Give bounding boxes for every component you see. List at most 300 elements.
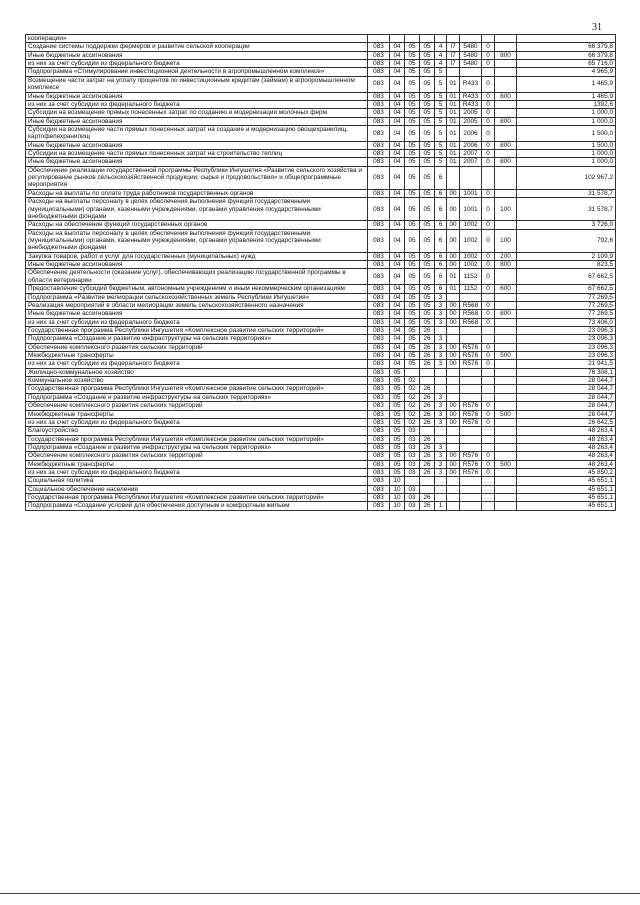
section-code: 04 [390,76,405,92]
program-code: 05 [420,158,435,166]
section-code: 04 [390,150,405,158]
subsection-code: 03 [405,460,420,468]
ministry-code: 083 [368,352,390,360]
row-amount: 3 726,0 [517,221,616,229]
direction-code [460,335,482,343]
ministry-code: 083 [368,443,390,451]
ministry-code: 083 [368,301,390,309]
table-row [26,150,616,158]
program-code: 05 [420,198,435,221]
section-code: 04 [390,68,405,76]
expense-type-code [495,385,517,393]
expense-type-code [495,402,517,410]
row-name: Предоставление субсидий бюджетным, автономным учреждениям и иным некоммерческим организациям [26,285,368,293]
table-row [26,166,616,189]
ministry-code: 083 [368,377,390,385]
expense-type-code [495,469,517,477]
program-code: 05 [420,301,435,309]
ministry-code: 083 [368,60,390,68]
expense-type-code [495,418,517,426]
program-code: 26 [420,418,435,426]
row-amount: 1 000,0 [517,158,616,166]
program-code: 05 [420,68,435,76]
ministry-code: 083 [368,189,390,197]
row-name: Государственная программа Республики Ингушетия «Комплексное развитие сельских территорий» [26,494,368,502]
row-name: Обеспечение комплексного развития сельских территорий [26,343,368,351]
section-code: 04 [390,51,405,59]
expense-type-code: 500 [495,410,517,418]
section-code: 05 [390,402,405,410]
subsection-code: 02 [405,402,420,410]
row-name: Создание системы поддержки фермеров и развитие сельской кооперации [26,43,368,51]
table-row [26,43,616,51]
subprogram-code: 6 [435,261,447,269]
row-amount: 45 651,1 [517,502,616,510]
subprogram-code: 3 [435,293,447,301]
section-code: 04 [390,360,405,368]
expense-type-code [495,335,517,343]
extra-code: 0 [482,60,495,68]
program-code: 26 [420,469,435,477]
table-row [26,301,616,309]
subprogram-code [435,427,447,435]
row-amount: 21 941,5 [517,360,616,368]
section-code: 04 [390,269,405,285]
expense-type-code: 800 [495,51,517,59]
event-code: 01 [447,76,460,92]
extra-code: 0 [482,125,495,141]
table-row [26,502,616,510]
row-amount: 48 263,4 [517,427,616,435]
program-code: 05 [420,189,435,197]
table-row [26,410,616,418]
program-code: 26 [420,385,435,393]
event-code: 00 [447,252,460,260]
subsection-code: 05 [405,76,420,92]
ministry-code: 083 [368,158,390,166]
subprogram-code: 6 [435,252,447,260]
extra-code [482,393,495,401]
row-name: Расходы на выплаты по оплате труда работников государственных органов [26,189,368,197]
event-code: 01 [447,100,460,108]
event-code [447,502,460,510]
event-code: 00 [447,402,460,410]
page-bottom-rule [0,893,640,894]
extra-code [482,166,495,189]
event-code [447,393,460,401]
row-amount: 102 967,2 [517,166,616,189]
subsection-code: 02 [405,418,420,426]
section-code: 04 [390,352,405,360]
program-code: 26 [420,435,435,443]
extra-code: 0 [482,141,495,149]
program-code [420,377,435,385]
section-code: 04 [390,117,405,125]
row-amount: 23 096,3 [517,326,616,334]
program-code: 05 [420,117,435,125]
section-code: 04 [390,141,405,149]
extra-code [482,494,495,502]
table-row [26,418,616,426]
direction-code: 1002 [460,229,482,252]
ministry-code: 083 [368,335,390,343]
extra-code: 0 [482,100,495,108]
program-code: 26 [420,393,435,401]
row-amount: 1 000,0 [517,150,616,158]
ministry-code: 083 [368,410,390,418]
event-code [447,368,460,376]
row-name: Жилищно-коммунальное хозяйство [26,368,368,376]
event-code: 00 [447,418,460,426]
table-row [26,221,616,229]
extra-code [482,477,495,485]
event-code: 00 [447,318,460,326]
subsection-code: 03 [405,485,420,493]
subsection-code: 05 [405,352,420,360]
subsection-code: 05 [405,198,420,221]
expense-type-code [495,443,517,451]
row-amount: 76 308,1 [517,368,616,376]
program-code: 05 [420,150,435,158]
subsection-code: 05 [405,92,420,100]
direction-code [460,477,482,485]
subprogram-code [435,494,447,502]
ministry-code: 083 [368,285,390,293]
ministry-code: 083 [368,368,390,376]
table-row [26,435,616,443]
row-amount: 1 465,9 [517,76,616,92]
row-amount: 31 578,7 [517,189,616,197]
extra-code [482,35,495,43]
event-code [447,443,460,451]
event-code [447,35,460,43]
subprogram-code: 3 [435,469,447,477]
direction-code: 2007 [460,158,482,166]
event-code [447,326,460,334]
section-code: 10 [390,485,405,493]
table-row [26,158,616,166]
section-code: 10 [390,477,405,485]
row-amount: 31 578,7 [517,198,616,221]
subsection-code: 02 [405,410,420,418]
expense-type-code [495,427,517,435]
event-code: 00 [447,410,460,418]
subprogram-code: 4 [435,43,447,51]
row-amount: 1 465,9 [517,92,616,100]
extra-code [482,326,495,334]
row-name: Иные бюджетные ассигнования [26,158,368,166]
direction-code: R576 [460,343,482,351]
event-code [447,335,460,343]
subprogram-code: 3 [435,443,447,451]
extra-code [482,335,495,343]
row-amount: 1 500,0 [517,125,616,141]
direction-code: R433 [460,76,482,92]
section-code: 04 [390,285,405,293]
expense-type-code [495,485,517,493]
table-row [26,269,616,285]
event-code: 00 [447,452,460,460]
direction-code: R576 [460,469,482,477]
subsection-code: 02 [405,385,420,393]
section-code: 05 [390,460,405,468]
subsection-code: 05 [405,293,420,301]
program-code [420,368,435,376]
table-row [26,100,616,108]
subprogram-code: 3 [435,343,447,351]
direction-code: R568 [460,310,482,318]
direction-code [460,494,482,502]
table-row [26,109,616,117]
row-name: Иные бюджетные ассигнования [26,261,368,269]
extra-code [482,68,495,76]
program-code: 26 [420,352,435,360]
section-code: 05 [390,469,405,477]
subprogram-code: 6 [435,269,447,285]
row-name: Субсидии на возмещение прямых понесенных затрат по созданию и модернизации молочных ферм [26,109,368,117]
extra-code: 0 [482,460,495,468]
section-code: 04 [390,335,405,343]
row-amount: 28 044,7 [517,393,616,401]
event-code [447,68,460,76]
extra-code: 0 [482,117,495,125]
table-row [26,494,616,502]
event-code [447,477,460,485]
event-code [447,377,460,385]
subsection-code: 05 [405,60,420,68]
direction-code [460,485,482,493]
row-name: из них за счет субсидии из федерального бюджета [26,360,368,368]
row-amount: 45 850,2 [517,469,616,477]
section-code: 05 [390,418,405,426]
section-code: 04 [390,109,405,117]
program-code: 26 [420,402,435,410]
expense-type-code: 100 [495,229,517,252]
direction-code: 1152 [460,269,482,285]
table-row [26,76,616,92]
subsection-code: 03 [405,427,420,435]
extra-code: 0 [482,402,495,410]
subprogram-code: 5 [435,68,447,76]
table-row [26,335,616,343]
ministry-code: 083 [368,92,390,100]
subprogram-code: 5 [435,109,447,117]
subprogram-code [435,326,447,334]
extra-code [482,502,495,510]
subsection-code: 03 [405,502,420,510]
extra-code: 0 [482,301,495,309]
row-name: из них за счет субсидии из федерального бюджета [26,60,368,68]
event-code: 01 [447,92,460,100]
subprogram-code: 5 [435,92,447,100]
extra-code: 0 [482,252,495,260]
row-name: Иные бюджетные ассигнования [26,51,368,59]
section-code: 04 [390,166,405,189]
table-row [26,352,616,360]
ministry-code: 083 [368,485,390,493]
section-code: 04 [390,310,405,318]
row-name: Межбюджетные трансферты [26,352,368,360]
event-code: 01 [447,109,460,117]
expense-type-code [495,60,517,68]
direction-code: 5480 [460,51,482,59]
subsection-code: 05 [405,166,420,189]
ministry-code: 083 [368,469,390,477]
row-name: Подпрограмма «Развитие мелиорации сельскохозяйственных земель Республики Ингушетия» [26,293,368,301]
row-name: Закупка товаров, работ и услуг для государственных (муниципальных) нужд [26,252,368,260]
program-code: 05 [420,252,435,260]
subsection-code: 05 [405,335,420,343]
expense-type-code [495,452,517,460]
direction-code: 1002 [460,252,482,260]
section-code: 05 [390,452,405,460]
expense-type-code [495,326,517,334]
subsection-code: 05 [405,252,420,260]
subprogram-code: 5 [435,76,447,92]
expense-type-code [495,301,517,309]
ministry-code: 083 [368,51,390,59]
row-amount: 23 096,3 [517,352,616,360]
program-code: 26 [420,360,435,368]
subsection-code: 02 [405,377,420,385]
ministry-code: 083 [368,494,390,502]
expense-type-code [495,502,517,510]
table-row [26,377,616,385]
subsection-code: 05 [405,318,420,326]
row-amount [517,35,616,43]
subsection-code: 05 [405,310,420,318]
subprogram-code: 6 [435,198,447,221]
subprogram-code [435,385,447,393]
ministry-code: 083 [368,141,390,149]
subsection-code: 05 [405,285,420,293]
expense-type-code: 800 [495,158,517,166]
event-code: 00 [447,189,460,197]
table-row [26,393,616,401]
subprogram-code [435,477,447,485]
extra-code: 0 [482,261,495,269]
expense-type-code [495,269,517,285]
row-name: Обеспечение комплексного развития сельских территорий [26,452,368,460]
row-amount: 67 662,5 [517,285,616,293]
ministry-code: 083 [368,100,390,108]
section-code: 04 [390,221,405,229]
subsection-code: 05 [405,150,420,158]
section-code: 05 [390,385,405,393]
extra-code: 0 [482,158,495,166]
event-code: I7 [447,43,460,51]
section-code: 04 [390,158,405,166]
expense-type-code [495,68,517,76]
ministry-code: 083 [368,318,390,326]
ministry-code: 083 [368,166,390,189]
section-code: 05 [390,443,405,451]
table-row [26,141,616,149]
table-row [26,125,616,141]
program-code: 05 [420,293,435,301]
table-row [26,368,616,376]
direction-code: R576 [460,452,482,460]
subsection-code: 05 [405,158,420,166]
extra-code: 0 [482,410,495,418]
table-row [26,469,616,477]
subprogram-code: 3 [435,301,447,309]
program-code [420,485,435,493]
program-code: 26 [420,335,435,343]
table-row [26,92,616,100]
table-body [26,35,616,511]
section-code: 05 [390,427,405,435]
program-code [420,35,435,43]
subsection-code: 03 [405,469,420,477]
page-number: 31 [592,22,602,33]
expense-type-code [495,318,517,326]
row-amount: 2 109,9 [517,252,616,260]
direction-code [460,377,482,385]
subsection-code: 05 [405,261,420,269]
table-row [26,310,616,318]
row-amount: 1392,6 [517,100,616,108]
direction-code [460,443,482,451]
table-row [26,318,616,326]
extra-code [482,385,495,393]
subprogram-code: 6 [435,229,447,252]
direction-code: 1002 [460,261,482,269]
section-code: 10 [390,502,405,510]
ministry-code: 083 [368,360,390,368]
ministry-code: 083 [368,252,390,260]
table-row [26,360,616,368]
table-row [26,198,616,221]
direction-code: 1001 [460,189,482,197]
extra-code: 0 [482,221,495,229]
row-name: Государственная программа Республики Ингушетия «Комплексное развитие сельских территорий» [26,385,368,393]
row-name: Подпрограмма «Создание и развитие инфраструктуры на сельских территориях» [26,335,368,343]
row-name: Иные бюджетные ассигнования [26,117,368,125]
ministry-code [368,35,390,43]
direction-code: R568 [460,301,482,309]
subsection-code: 05 [405,43,420,51]
subprogram-code [435,485,447,493]
program-code: 26 [420,410,435,418]
subprogram-code: 3 [435,452,447,460]
program-code: 05 [420,76,435,92]
program-code: 05 [420,43,435,51]
table-row [26,261,616,269]
table-row [26,285,616,293]
table-row [26,117,616,125]
row-name: Межбюджетные трансферты [26,410,368,418]
section-code: 04 [390,318,405,326]
program-code: 26 [420,343,435,351]
direction-code: R576 [460,418,482,426]
expense-type-code [495,109,517,117]
program-code: 26 [420,326,435,334]
row-amount: 23 096,3 [517,343,616,351]
extra-code [482,293,495,301]
ministry-code: 083 [368,435,390,443]
section-code: 04 [390,229,405,252]
extra-code [482,377,495,385]
subprogram-code: 1 [435,502,447,510]
direction-code [460,427,482,435]
section-code: 04 [390,92,405,100]
ministry-code: 083 [368,393,390,401]
row-amount: 48 263,4 [517,452,616,460]
extra-code [482,485,495,493]
subprogram-code: 4 [435,60,447,68]
section-code: 04 [390,301,405,309]
